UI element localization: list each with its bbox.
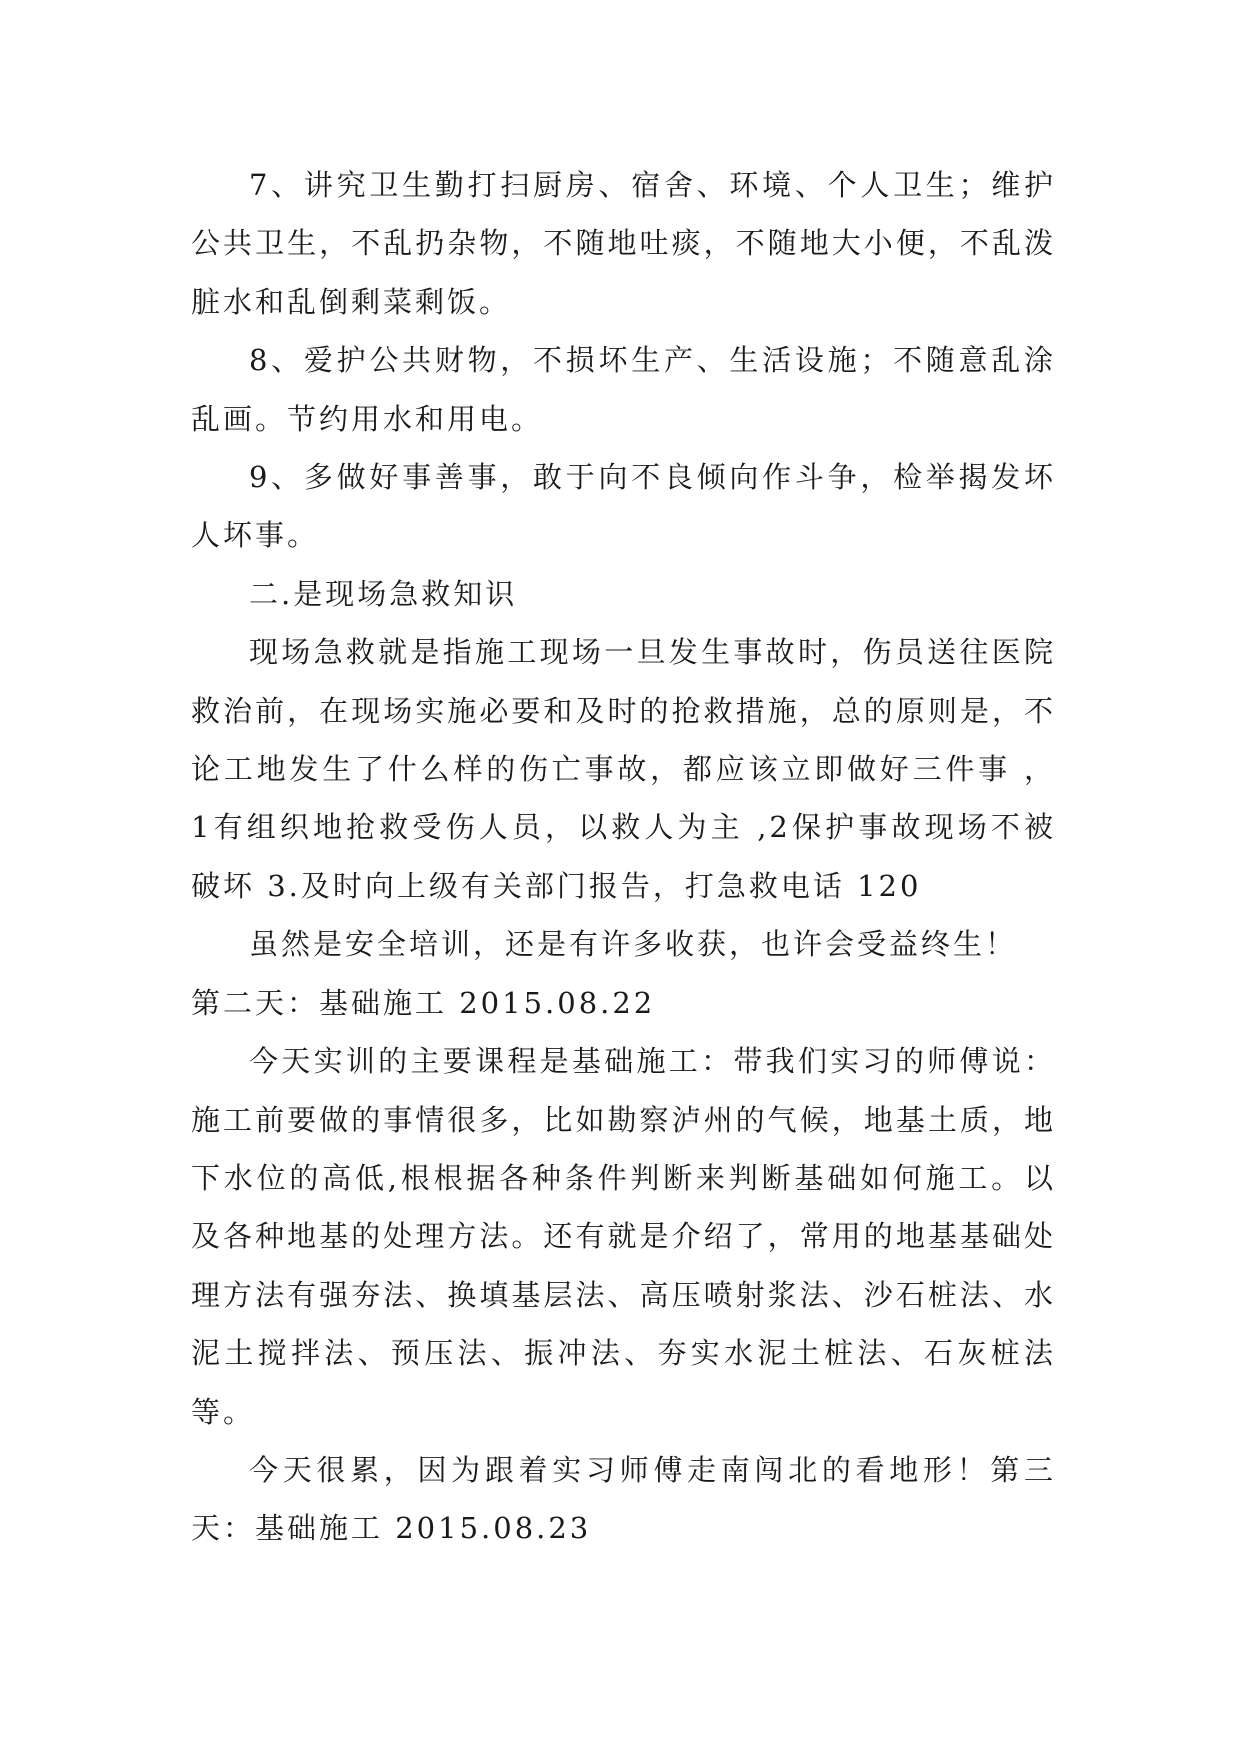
- paragraph-day-summary: 今天很累，因为跟着实习师傅走南闯北的看地形！第三天：基础施工 2015.08.23: [191, 1452, 1056, 1546]
- paragraph-rule-8: 8、爱护公共财物，不损坏生产、生活设施；不随意乱涂乱画。节约用水和用电。: [191, 343, 1056, 436]
- document-body: [191, 156, 1056, 1558]
- paragraph-training-reflection: 虽然是安全培训，还是有许多收获，也许会受益终生！: [249, 927, 1018, 962]
- day-two-heading: 第二天：基础施工 2015.08.22: [191, 985, 656, 1020]
- paragraph-foundation-work: 今天实训的主要课程是基础施工：带我们实习的师傅说：施工前要做的事情很多，比如勘察泸州的气候，地基土质，地下水位的高低,根根据各种条件判断来判断基础如何施工。以及各种地基的处理方法。还有就是介绍了，常用的地基基础处理方法有强夯法、换填基层法、高压喷射浆法、沙石桩法、水泥土搅拌法、预压法、振冲法、夯实水泥土桩法、石灰桩法等。: [191, 1044, 1056, 1429]
- paragraph-first-aid: 现场急救就是指施工现场一旦发生事故时，伤员送往医院救治前，在现场实施必要和及时的抢救措施，总的原则是，不论工地发生了什么样的伤亡事故，都应该立即做好三件事 ，1有组织地抢救受伤人员，以救人为主 ,2保护事故现场不被破坏 3.及时向上级有关部门报告，打急救电话 120: [191, 635, 1056, 903]
- section-heading-first-aid: 二.是现场急救知识: [249, 576, 518, 611]
- paragraph-rule-7: 7、讲究卫生勤打扫厨房、宿舍、环境、个人卫生；维护公共卫生，不乱扔杂物，不随地吐痰，不随地大小便，不乱泼脏水和乱倒剩菜剩饭。: [191, 168, 1056, 319]
- paragraph-rule-9: 9、多做好事善事，敢于向不良倾向作斗争，检举揭发坏人坏事。: [191, 460, 1056, 553]
